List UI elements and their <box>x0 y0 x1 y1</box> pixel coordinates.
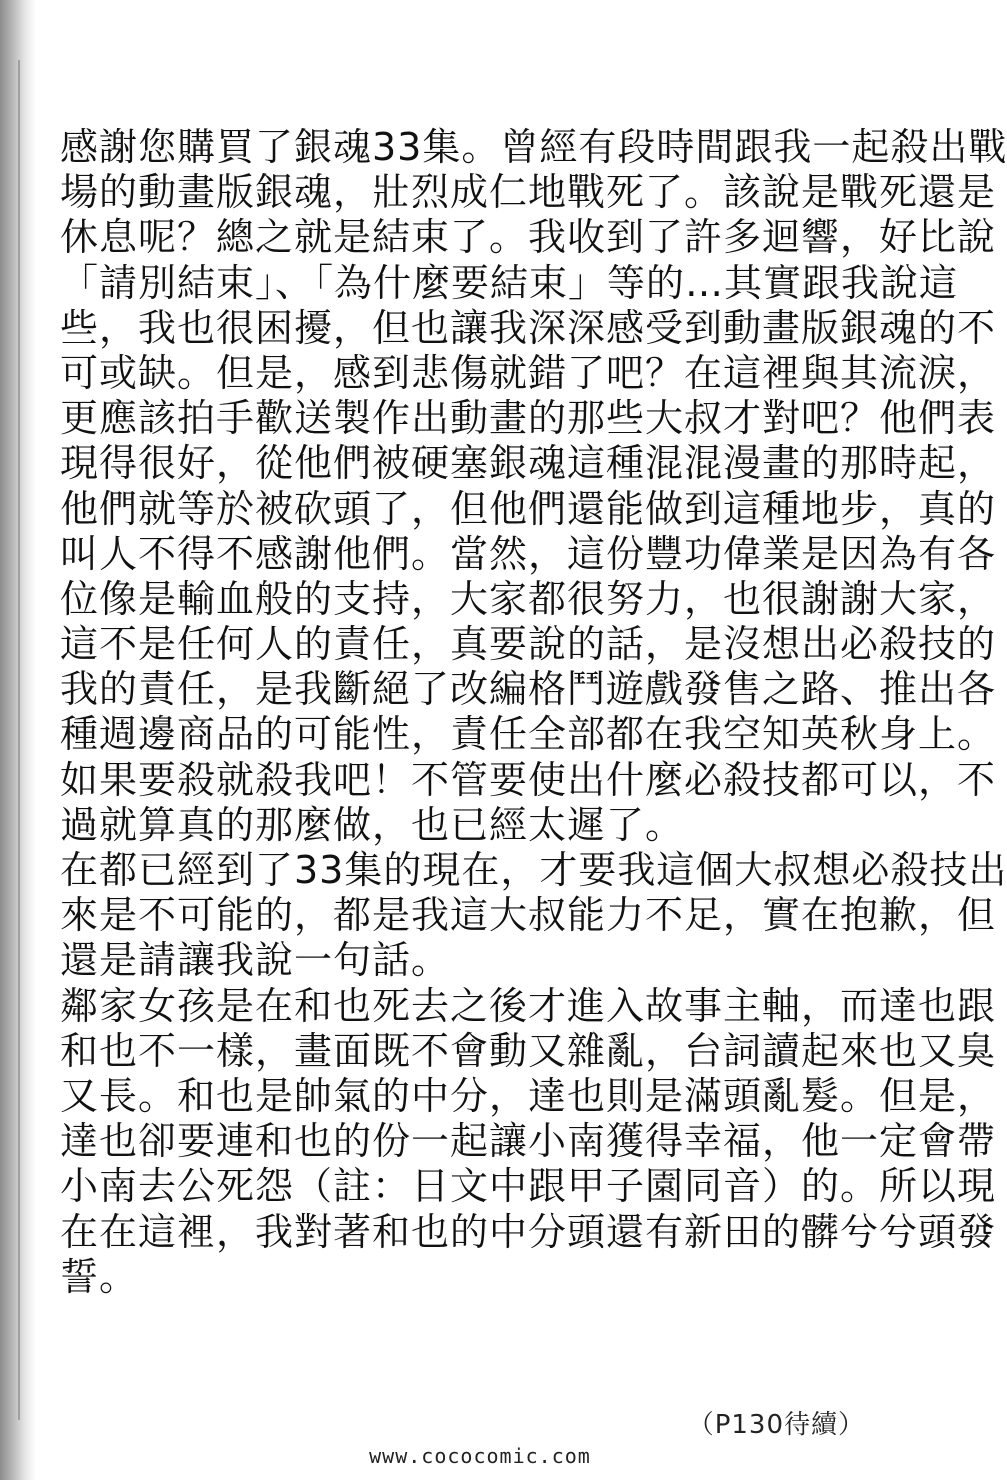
afterword-text-block <box>60 125 1007 1300</box>
text-line: 小南去公死怨（註：日文中跟甲子園同音）的。所以現 <box>60 1164 997 1209</box>
text-line: 如果要殺就殺我吧！不管要使出什麼必殺技都可以，不 <box>60 757 997 802</box>
text-line: 達也卻要連和也的份一起讓小南獲得幸福，他一定會帶 <box>60 1119 997 1164</box>
text-line: 現得很好，從他們被硬塞銀魂這種混混漫畫的那時起， <box>60 441 997 486</box>
text-line: 來是不可能的，都是我這大叔能力不足，實在抱歉，但 <box>60 893 997 938</box>
text-line: 場的動畫版銀魂，壯烈成仁地戰死了。該說是戰死還是 <box>60 170 997 215</box>
text-line: 又長。和也是帥氣的中分，達也則是滿頭亂髮。但是， <box>60 1073 997 1118</box>
text-line: 更應該拍手歡送製作出動畫的那些大叔才對吧？他們表 <box>60 396 997 441</box>
spine-line <box>18 60 20 1420</box>
text-line: 在都已經到了33集的現在，才要我這個大叔想必殺技出 <box>60 848 1007 892</box>
text-line: 些，我也很困擾，但也讓我深深感受到動畫版銀魂的不 <box>60 305 997 350</box>
text-line: 可或缺。但是，感到悲傷就錯了吧？在這裡與其流淚， <box>60 350 997 395</box>
text-line: 我的責任，是我斷絕了改編格鬥遊戲發售之路、推出各 <box>60 667 997 712</box>
text-line: 誓。 <box>60 1254 139 1299</box>
site-watermark: www.cococomic.com <box>369 1444 591 1468</box>
text-line: 和也不一樣，畫面既不會動又雜亂，台詞讀起來也又臭 <box>60 1028 997 1073</box>
text-line: 他們就等於被砍頭了，但他們還能做到這種地步，真的 <box>60 486 997 531</box>
text-line: 休息呢？總之就是結束了。我收到了許多迴響，好比說 <box>60 215 997 260</box>
text-line: 叫人不得不感謝他們。當然，這份豐功偉業是因為有各 <box>60 531 997 576</box>
text-line: 過就算真的那麼做，也已經太遲了。 <box>60 802 685 847</box>
text-line: 在在這裡，我對著和也的中分頭還有新田的髒兮兮頭發 <box>60 1209 997 1254</box>
text-line: 感謝您購買了銀魂33集。曾經有段時間跟我一起殺出戰 <box>60 125 1007 169</box>
continued-note: （P130待續） <box>687 1410 865 1440</box>
text-line: 這不是任何人的責任，真要說的話，是沒想出必殺技的 <box>60 622 997 667</box>
text-line: 「請別結束」、「為什麼要結束」等的…其實跟我說這 <box>60 260 959 305</box>
page-spine-shadow <box>0 0 36 1480</box>
text-line: 種週邊商品的可能性，責任全部都在我空知英秋身上。 <box>60 712 997 757</box>
text-line: 還是請讓我說一句話。 <box>60 938 451 983</box>
text-line: 鄰家女孩是在和也死去之後才進入故事主軸，而達也跟 <box>60 983 997 1028</box>
text-line: 位像是輸血般的支持，大家都很努力，也很謝謝大家， <box>60 576 997 621</box>
